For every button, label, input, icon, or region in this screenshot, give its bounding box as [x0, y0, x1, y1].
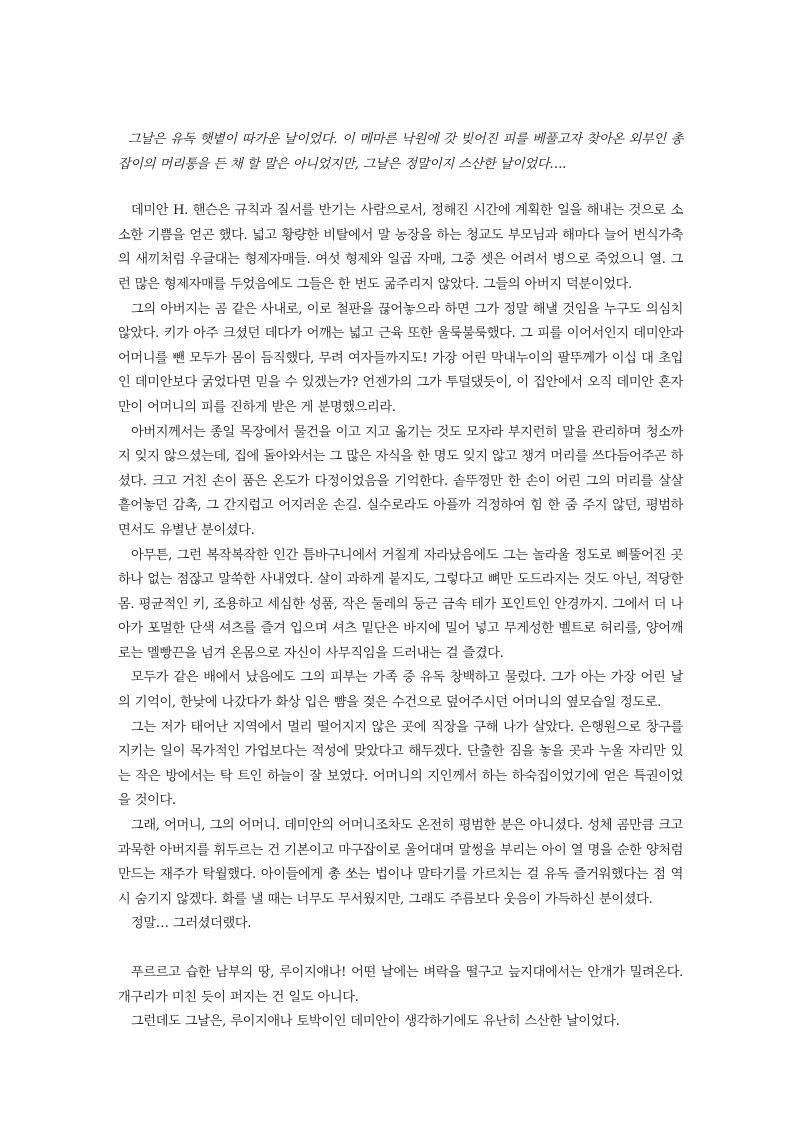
body-paragraph-3: 아버지께서는 종일 목장에서 물건을 이고 지고 옮기는 것도 모자라 부지런히 말을 관리하며 청소까지 잊지 않으셨는데, 집에 돌아와서는 그 많은 자식을 한 명도 잊지 않고 챙겨 머리를 쓰다듬어주곤 하셨다. 크고 거친 손이 품은 온도가 다정이었음을 기억한다. 솥뚜껑만 한 손이 어린 그의 머리를 살살 흩어놓던 감촉, 그 간지럽고 어지러운 손길. 실수로라도 아플까 걱정하여 힘 한 줌 주지 않던, 평범하면서도 유별난 분이셨다. — [118, 424, 683, 538]
body-paragraph-7: 그래, 어머니, 그의 어머니. 데미안의 어머니조차도 온전히 평범한 분은 아니셨다. 성체 곰만큼 크고 과묵한 아버지를 휘두르는 건 기본이고 마구잡이로 울어대며 말썽을 부리는 아이 열 명을 순한 양처럼 만드는 재주가 탁월했다. 아이들에게 총 쏘는 법이나 말타기를 가르치는 걸 유독 즐거워했다는 점 역시 숨기지 않겠다. 화를 낼 때는 너무도 무서웠지만, 그래도 주름보다 웃음이 가득하신 분이셨다. — [118, 818, 683, 907]
body-paragraph-6: 그는 저가 태어난 지역에서 멀리 떨어지지 않은 곳에 직장을 구해 나가 살았다. 은행원으로 창구를 지키는 일이 목가적인 가업보다는 적성에 맞았다고 해두겠다. 단출한 짐을 놓을 곳과 누울 자리만 있는 작은 방에서는 탁 트인 하늘이 잘 보였다. 어머니의 지인께서 하는 하숙집이었기에 얻은 특권이었을 것이다. — [118, 719, 683, 809]
document-page — [118, 128, 683, 1035]
body-paragraph-4: 아무튼, 그런 복작복작한 인간 틈바구니에서 거칠게 자라났음에도 그는 놀라울 정도로 삐뚤어진 곳 하나 없는 점잖고 말쑥한 사내였다. 살이 과하게 붙지도, 그렇다고 뼈만 도드라지는 것도 아닌, 적당한 몸. 평균적인 키, 조용하고 세심한 성품, 작은 둘레의 둥근 금속 테가 포인트인 안경까지. 그에서 더 나아가 포멀한 단색 셔츠를 즐겨 입으며 셔츠 밑단은 바지에 밀어 넣고 무게성한 벨트로 허리를, 양어깨로는 멜빵끈을 넘겨 온몸으로 자신이 사무직임을 드러내는 걸 즐겼다. — [118, 547, 683, 661]
body-paragraph-5: 모두가 같은 배에서 났음에도 그의 피부는 가족 중 유독 창백하고 물렀다. 그가 아는 가장 어린 날의 기억이, 한낮에 나갔다가 화상 입은 뺨을 젖은 수건으로 덮어주시던 어머니의 옆모습일 정도로. — [118, 670, 683, 711]
body-paragraph-8: 정말… 그러셨더랬다. — [131, 916, 252, 932]
body-paragraph-2: 그의 아버지는 곰 같은 사내로, 이로 철판을 끊어놓으라 하면 그가 정말 해낼 것임을 누구도 의심치 않았다. 키가 아주 크셨던 데다가 어깨는 넓고 근육 또한 울룩불룩했다. 그 피를 이어서인지 데미안과 어머니를 뺀 모두가 몸이 듬직했다, 무려 여자들까지도! 가장 어린 막내누이의 팔뚜께가 이십 대 초입인 데미안보다 굵었다면 믿을 수 있겠는가? 언젠가의 그가 투덜댔듯이, 이 집안에서 오직 데미안 혼자만이 어머니의 피를 진하게 받은 게 분명했으리라. — [118, 301, 683, 415]
closing-paragraph-2: 그런데도 그날은, 루이지애나 토박이인 데미안이 생각하기에도 유난히 스산한 날이었다. — [131, 1014, 620, 1030]
closing-paragraph-1: 푸르르고 습한 남부의 땅, 루이지애나! 어떤 날에는 벼락을 떨구고 늪지대에서는 안개가 밀려온다. 개구리가 미친 듯이 퍼지는 건 일도 아니다. — [118, 965, 683, 1005]
prologue-paragraph: 그날은 유독 햇볕이 따가운 날이었다. 이 메마른 낙원에 갓 빚어진 피를 베풀고자 찾아온 외부인 총잡이의 머리통을 든 채 할 말은 아니었지만, 그날은 정말이지 스산한 날이었다…. — [118, 132, 683, 172]
body-paragraph-1: 데미안 H. 핸슨은 규칙과 질서를 반기는 사람으로서, 정해진 시간에 계획한 일을 해내는 것으로 소소한 기쁨을 얻곤 했다. 넓고 황량한 비탈에서 말 농장을 하는 청교도 부모님과 해마다 늘어 번식가축의 새끼처럼 우글대는 형제자매들. 여섯 형제와 일곱 자매, 그중 셋은 어려서 병으로 죽었으니 열. 그런 많은 형제자매를 두었음에도 그들은 한 번도 굶주리지 않았다. 그들의 아버지 덕분이었다. — [118, 203, 683, 292]
